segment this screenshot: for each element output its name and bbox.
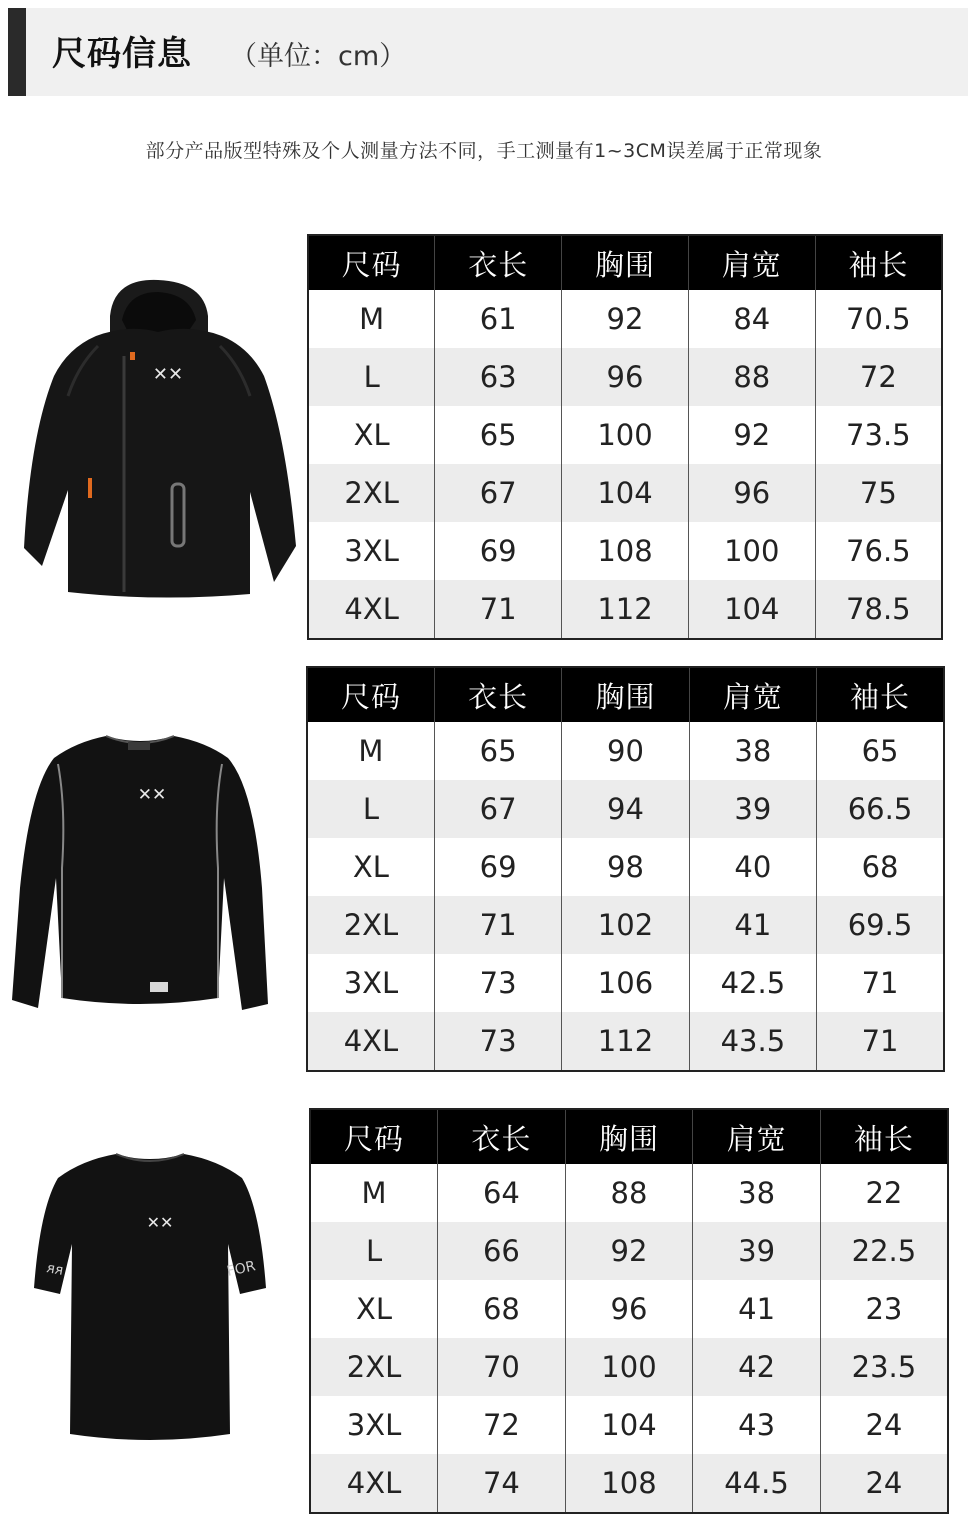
cell-chest: 104 (562, 464, 689, 522)
cell-shoulder: 84 (688, 290, 815, 348)
cell-chest: 90 (562, 722, 689, 780)
cell-chest: 88 (565, 1164, 693, 1222)
table-row (310, 1280, 948, 1338)
cell-size: XL (308, 406, 435, 464)
col-header-sleeve: 袖长 (820, 1109, 948, 1164)
cell-shoulder: 39 (689, 780, 816, 838)
table-row (308, 580, 942, 639)
col-header-length: 衣长 (435, 235, 562, 290)
cell-size: 2XL (307, 896, 434, 954)
cell-chest: 112 (562, 580, 689, 639)
cell-shoulder: 39 (693, 1222, 821, 1280)
unit-label: （单位：cm） (230, 41, 407, 72)
cell-sleeve: 72 (815, 348, 942, 406)
table-row (310, 1396, 948, 1454)
col-header-shoulder: 肩宽 (689, 667, 816, 722)
table-row (310, 1454, 948, 1513)
size-table-long-sleeve (306, 666, 945, 1072)
measurement-note: 部分产品版型特殊及个人测量方法不同，手工测量有1~3CM误差属于正常现象 (145, 140, 823, 162)
cell-chest: 98 (562, 838, 689, 896)
hooded-jacket-image (18, 276, 300, 598)
cell-length: 73 (434, 954, 561, 1012)
cell-chest: 102 (562, 896, 689, 954)
cell-chest: 100 (562, 406, 689, 464)
cell-size: 4XL (308, 580, 435, 639)
table-row (310, 1338, 948, 1396)
size-table-short-sleeve (309, 1108, 949, 1514)
col-header-length: 衣长 (438, 1109, 566, 1164)
table-row (308, 406, 942, 464)
cell-size: 4XL (307, 1012, 434, 1071)
table-row (307, 1012, 944, 1071)
cell-length: 65 (435, 406, 562, 464)
table-row (307, 896, 944, 954)
cell-chest: 92 (565, 1222, 693, 1280)
header-accent-bar (8, 8, 26, 96)
cell-length: 71 (434, 896, 561, 954)
cell-length: 68 (438, 1280, 566, 1338)
cell-size: 2XL (310, 1338, 438, 1396)
cell-shoulder: 88 (688, 348, 815, 406)
cell-shoulder: 42 (693, 1338, 821, 1396)
cell-chest: 108 (562, 522, 689, 580)
svg-text:✕✕: ✕✕ (146, 1213, 174, 1232)
cell-length: 63 (435, 348, 562, 406)
page-title: 尺码信息 (52, 34, 192, 74)
cell-sleeve: 71 (861, 966, 899, 1000)
table-row (307, 722, 944, 780)
cell-size: M (310, 1164, 438, 1222)
cell-length: 69 (434, 838, 561, 896)
cell-shoulder: 104 (688, 580, 815, 639)
cell-chest: 108 (565, 1454, 693, 1513)
table-row (307, 954, 944, 1012)
cell-chest: 106 (562, 954, 689, 1012)
cell-length: 73 (434, 1012, 561, 1071)
cell-length: 67 (435, 464, 562, 522)
col-header-size: 尺码 (308, 235, 435, 290)
table-row (310, 1222, 948, 1280)
cell-sleeve: 78.5 (815, 580, 942, 639)
cell-sleeve: 22 (865, 1176, 903, 1210)
cell-chest: 100 (565, 1338, 693, 1396)
col-header-shoulder: 肩宽 (688, 235, 815, 290)
cell-shoulder: 38 (693, 1164, 821, 1222)
cell-size: 2XL (308, 464, 435, 522)
table-row (308, 290, 942, 348)
cell-size: L (307, 780, 434, 838)
cell-chest: 104 (565, 1396, 693, 1454)
cell-shoulder: 43 (693, 1396, 821, 1454)
table-row (307, 838, 944, 896)
table-row (308, 348, 942, 406)
cell-length: 66 (438, 1222, 566, 1280)
cell-size: M (307, 722, 434, 780)
cell-length: 69 (435, 522, 562, 580)
col-header-chest: 胸围 (562, 667, 689, 722)
cell-sleeve: 76.5 (846, 534, 911, 568)
cell-chest: 96 (565, 1280, 693, 1338)
cell-shoulder: 42.5 (689, 954, 816, 1012)
table-row (308, 522, 942, 580)
col-header-size: 尺码 (307, 667, 434, 722)
col-header-shoulder: 肩宽 (693, 1109, 821, 1164)
cell-sleeve: 24 (820, 1454, 948, 1513)
cell-sleeve: 22.5 (820, 1222, 948, 1280)
svg-text:✕✕: ✕✕ (137, 785, 167, 805)
cell-sleeve: 24 (865, 1408, 903, 1442)
cell-chest: 94 (562, 780, 689, 838)
cell-shoulder: 92 (688, 406, 815, 464)
cell-size: XL (310, 1280, 438, 1338)
cell-shoulder: 100 (688, 522, 815, 580)
col-header-sleeve: 袖长 (817, 667, 944, 722)
cell-size: L (308, 348, 435, 406)
svg-text:ᴙᴙ: ᴙᴙ (45, 1260, 65, 1279)
table-row (308, 464, 942, 522)
cell-sleeve: 69.5 (817, 896, 944, 954)
cell-sleeve: 71 (817, 1012, 944, 1071)
col-header-chest: 胸围 (565, 1109, 693, 1164)
cell-size: L (310, 1222, 438, 1280)
long-sleeve-shirt-image (10, 728, 272, 1014)
cell-sleeve: 70.5 (846, 302, 911, 336)
col-header-chest: 胸围 (562, 235, 689, 290)
table-row (310, 1164, 948, 1222)
col-header-sleeve: 袖长 (815, 235, 942, 290)
cell-sleeve: 23.5 (820, 1338, 948, 1396)
cell-size: 3XL (308, 522, 435, 580)
cell-sleeve: 75 (815, 464, 942, 522)
cell-length: 71 (435, 580, 562, 639)
cell-size: 4XL (310, 1454, 438, 1513)
col-header-length: 衣长 (434, 667, 561, 722)
svg-text:✕✕: ✕✕ (152, 364, 184, 385)
size-table-jacket (307, 234, 943, 640)
cell-size: M (308, 290, 435, 348)
cell-shoulder: 43.5 (689, 1012, 816, 1071)
cell-size: 3XL (307, 954, 434, 1012)
cell-shoulder: 44.5 (693, 1454, 821, 1513)
cell-length: 65 (434, 722, 561, 780)
cell-sleeve: 23 (865, 1292, 903, 1326)
cell-sleeve: 68 (861, 850, 899, 884)
cell-sleeve: 66.5 (817, 780, 944, 838)
col-header-size: 尺码 (310, 1109, 438, 1164)
cell-length: 61 (435, 290, 562, 348)
page-header (8, 8, 968, 96)
cell-chest: 112 (562, 1012, 689, 1071)
table-header-row (308, 235, 942, 290)
short-sleeve-shirt-image (32, 1148, 268, 1444)
cell-length: 67 (434, 780, 561, 838)
svg-text:FOR: FOR (225, 1258, 258, 1280)
cell-length: 72 (438, 1396, 566, 1454)
cell-sleeve: 73.5 (846, 418, 911, 452)
cell-shoulder: 38 (689, 722, 816, 780)
table-header-row (307, 667, 944, 722)
cell-size: XL (307, 838, 434, 896)
cell-shoulder: 41 (693, 1280, 821, 1338)
cell-shoulder: 40 (689, 838, 816, 896)
cell-length: 70 (438, 1338, 566, 1396)
cell-length: 64 (438, 1164, 566, 1222)
cell-sleeve: 65 (861, 734, 899, 768)
cell-size: 3XL (310, 1396, 438, 1454)
table-header-row (310, 1109, 948, 1164)
cell-chest: 92 (562, 290, 689, 348)
cell-shoulder: 96 (688, 464, 815, 522)
cell-shoulder: 41 (689, 896, 816, 954)
table-row (307, 780, 944, 838)
cell-length: 74 (438, 1454, 566, 1513)
cell-chest: 96 (562, 348, 689, 406)
